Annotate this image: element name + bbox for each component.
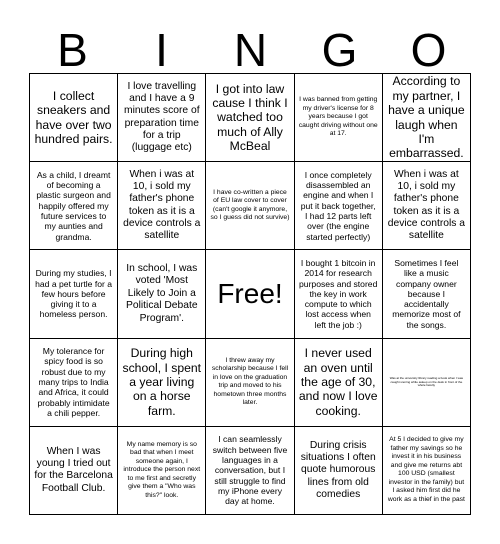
cell-text: I collect sneakers and have over two hundred pairs.	[34, 88, 113, 146]
bingo-cell-12[interactable]	[118, 250, 206, 338]
bingo-cell-17[interactable]	[118, 339, 206, 427]
bingo-cell-25[interactable]	[383, 427, 471, 515]
cell-text: I got into law cause I think I watched too much of Ally McBeal	[212, 81, 288, 154]
header-letter-n: N	[233, 24, 270, 76]
bingo-cell-5[interactable]	[383, 74, 471, 162]
bingo-cell-24[interactable]	[295, 427, 383, 515]
bingo-cell-23[interactable]	[206, 427, 294, 515]
header-letter-b: B	[57, 24, 90, 76]
free-space-label: Free!	[217, 277, 283, 309]
bingo-cell-10[interactable]	[383, 162, 471, 250]
bingo-cell-1[interactable]	[30, 74, 118, 162]
bingo-cell-6[interactable]	[30, 162, 118, 250]
bingo-cell-14[interactable]	[295, 250, 383, 338]
cell-text: As a child, I dreamt of becoming a plastic surgeon and happily offered my future services to my aunties and grandma.	[36, 169, 111, 242]
cell-text: According to my partner, I have a unique laugh when I'm embarrassed.	[388, 74, 465, 161]
cell-text: When I was young I tried out for the Barcelona Football Club.	[34, 445, 113, 494]
cell-text: In school, I was voted 'Most Likely to Join a Political Debate Program'.	[126, 263, 198, 324]
bingo-cell-11[interactable]	[30, 250, 118, 338]
bingo-cell-8[interactable]	[206, 162, 294, 250]
cell-text: Sometimes I feel like a music company owner because I accidentally memorize most of the songs.	[392, 257, 461, 330]
cell-text: During crisis situations I often quote humorous lines from old comedies	[300, 439, 376, 500]
bingo-cell-15[interactable]	[383, 250, 471, 338]
header-letter-o: O	[410, 24, 449, 76]
cell-text: During my studies, I had a pet turtle for a few hours before giving it to a homeless person.	[35, 268, 113, 320]
cell-text: I once completely disassembled an engine and when I put it back together, I had 12 parts left over (the engine started perfectly)	[300, 169, 376, 242]
bingo-cell-22[interactable]	[118, 427, 206, 515]
bingo-cell-18[interactable]	[206, 339, 294, 427]
bingo-cell-7[interactable]	[118, 162, 206, 250]
cell-text: When i was at 10, i sold my father's phone token as it is a device controls a satellite	[123, 168, 201, 242]
bingo-header	[29, 24, 474, 76]
cell-text: I can seamlessly switch between five languages in a conversation, but I still struggle to find my iPhone every day at home.	[212, 434, 288, 507]
bingo-cell-16[interactable]	[30, 339, 118, 427]
bingo-cell-21[interactable]	[30, 427, 118, 515]
cell-text: My tolerance for spicy food is so robust due to my many trips to India and Africa, it could probably intimidate a chili pepper.	[37, 346, 110, 418]
bingo-cell-free[interactable]	[206, 250, 294, 338]
bingo-cell-2[interactable]	[118, 74, 206, 162]
cell-text: During high school, I spent a year living on a horse farm.	[122, 346, 202, 418]
bingo-cell-20[interactable]	[383, 339, 471, 427]
cell-text: At 5 I decided to give my father my savings so he invest it in his business and give me returns abt 100 USD (smallest investor in the family) but I asked him first did he work as a thief in the past	[387, 436, 465, 503]
cell-text: My name memory is so bad that when I meet someone again, I introduce the person next to me first and secretly give them a "Who was this?" look.	[123, 440, 201, 499]
cell-text: I love travelling and I have a 9 minutes score of preparation time for a trip (luggage etc)	[124, 80, 200, 154]
bingo-cell-19[interactable]	[295, 339, 383, 427]
cell-text: Was at the university library reading a book when I was caught snoring while asleep on the desk in front of the whole faculty	[389, 376, 464, 387]
header-letter-g: G	[321, 24, 360, 76]
bingo-grid	[29, 73, 471, 515]
cell-text: I never used an oven until the age of 30, and now I love cooking.	[298, 346, 378, 418]
cell-text: When i was at 10, i sold my father's phone token as it is a device controls a satellite	[387, 168, 466, 242]
bingo-cell-4[interactable]	[295, 74, 383, 162]
cell-text: I was banned from getting my driver's license for 8 years because I got caught driving without one at 17.	[298, 96, 378, 138]
cell-text: I bought 1 bitcoin in 2014 for research purposes and stored the key in work compute to which lost access when left the job :)	[299, 257, 378, 330]
bingo-cell-9[interactable]	[295, 162, 383, 250]
cell-text: I threw away my scholarship because I fell in love on the graduation trip and moved to his hometown three months later.	[211, 356, 289, 407]
header-letter-i: I	[155, 24, 170, 76]
cell-text: I have co-written a piece of EU law cover to cover (can't google it anymore, so I guess did not survive)	[210, 188, 290, 222]
bingo-cell-3[interactable]	[206, 74, 294, 162]
